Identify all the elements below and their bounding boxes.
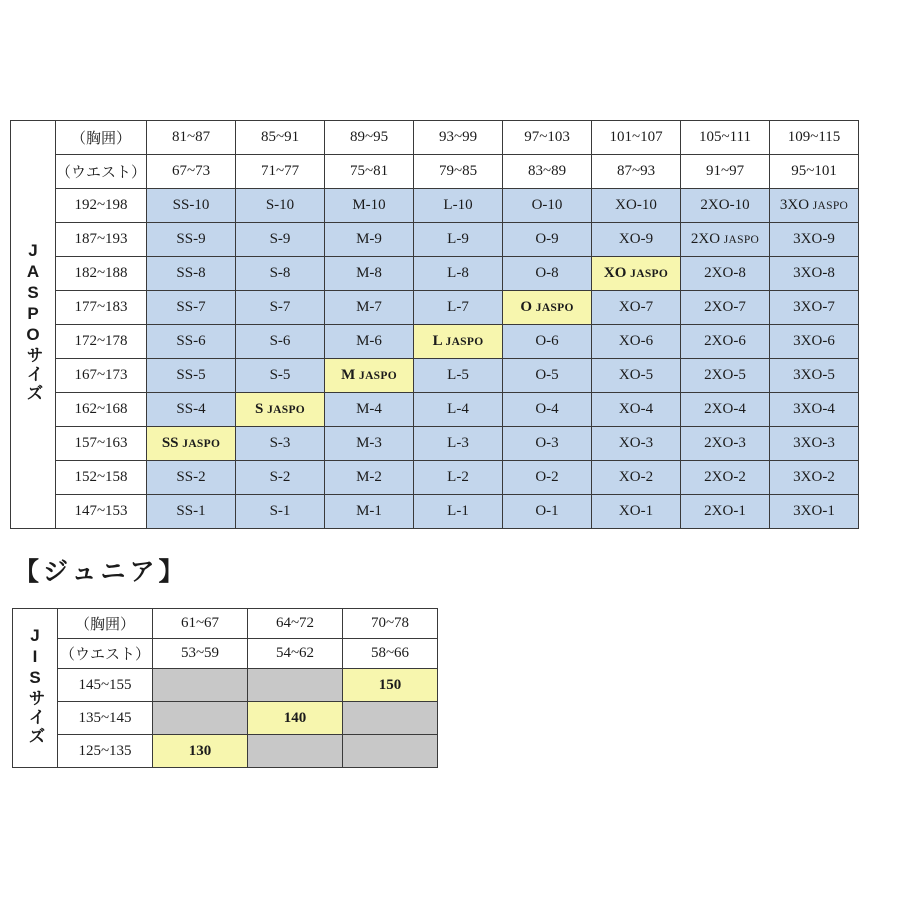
table-row (11, 257, 859, 291)
table-row (11, 461, 859, 495)
jaspo-tag: JASPO (359, 370, 397, 382)
jaspo-size-cell: O-2 (503, 461, 592, 495)
jaspo-size-cell: XO-2 (592, 461, 681, 495)
jaspo-size-cell: SS-2 (147, 461, 236, 495)
jis-size-cell (343, 735, 438, 768)
size-code: S (255, 401, 268, 417)
jaspo-size-cell: S-7 (236, 291, 325, 325)
jis-column-header: 53~59 (153, 639, 248, 669)
jaspo-size-cell: 3XO-9 (770, 223, 859, 257)
table-row (11, 291, 859, 325)
jis-column-header: 70~78 (343, 609, 438, 639)
size-code: M (341, 367, 360, 383)
jaspo-size-cell: M-6 (325, 325, 414, 359)
jis-measure-label: （胸囲） (58, 609, 153, 639)
jaspo-column-header: 83~89 (503, 155, 592, 189)
jaspo-size-cell: 3XO-4 (770, 393, 859, 427)
jaspo-tag: JASPO (445, 336, 484, 348)
jaspo-size-table-wrapper (10, 120, 890, 529)
jaspo-height-label: 172~178 (56, 325, 147, 359)
jaspo-size-cell: XO-4 (592, 393, 681, 427)
jaspo-tag: JASPO (630, 268, 669, 280)
jaspo-size-cell: S-1 (236, 495, 325, 529)
jaspo-size-cell: XO-6 (592, 325, 681, 359)
jaspo-size-cell: L-9 (414, 223, 503, 257)
jaspo-size-cell: XO-7 (592, 291, 681, 325)
jaspo-size-cell: SS-5 (147, 359, 236, 393)
size-code: 2XO (690, 231, 724, 247)
jaspo-size-table (10, 120, 859, 529)
jaspo-column-header: 81~87 (147, 121, 236, 155)
jaspo-size-cell-highlighted (325, 359, 414, 393)
jaspo-size-cell: S-3 (236, 427, 325, 461)
jaspo-tag: JASPO (812, 200, 849, 212)
jis-size-cell-highlighted: 150 (343, 669, 438, 702)
jaspo-size-cell: 2XO-6 (681, 325, 770, 359)
jaspo-column-header: 85~91 (236, 121, 325, 155)
jis-size-cell-highlighted: 140 (248, 702, 343, 735)
jaspo-size-cell: SS-10 (147, 189, 236, 223)
jis-side-label (13, 609, 58, 768)
jaspo-size-cell: O-5 (503, 359, 592, 393)
jaspo-height-label: 162~168 (56, 393, 147, 427)
jaspo-size-cell: SS-1 (147, 495, 236, 529)
jaspo-size-cell: L-3 (414, 427, 503, 461)
jaspo-size-cell: M-7 (325, 291, 414, 325)
jis-column-header: 54~62 (248, 639, 343, 669)
jaspo-size-cell: 3XO-6 (770, 325, 859, 359)
jaspo-size-cell: O-9 (503, 223, 592, 257)
jis-column-header: 64~72 (248, 609, 343, 639)
jis-measure-label: （ウエスト） (58, 639, 153, 669)
jaspo-size-cell: SS-6 (147, 325, 236, 359)
jaspo-header-row (11, 121, 859, 155)
jaspo-column-header: 71~77 (236, 155, 325, 189)
jaspo-size-cell: 2XO-7 (681, 291, 770, 325)
jaspo-column-header: 95~101 (770, 155, 859, 189)
jaspo-size-cell: 3XO-3 (770, 427, 859, 461)
jaspo-column-header: 87~93 (592, 155, 681, 189)
jaspo-size-cell: 3XO-2 (770, 461, 859, 495)
jaspo-size-cell: SS-8 (147, 257, 236, 291)
jaspo-size-cell: M-1 (325, 495, 414, 529)
jaspo-size-cell: L-7 (414, 291, 503, 325)
jaspo-size-cell: 2XO-2 (681, 461, 770, 495)
table-row (11, 325, 859, 359)
jaspo-size-cell: L-8 (414, 257, 503, 291)
jaspo-height-label: 187~193 (56, 223, 147, 257)
jis-column-header: 61~67 (153, 609, 248, 639)
jaspo-size-cell: 3XO-7 (770, 291, 859, 325)
jaspo-size-cell: O-4 (503, 393, 592, 427)
jaspo-size-cell: 2XO-5 (681, 359, 770, 393)
jaspo-size-cell: M-8 (325, 257, 414, 291)
jis-size-cell (248, 669, 343, 702)
table-row (13, 735, 438, 768)
jaspo-size-cell: S-6 (236, 325, 325, 359)
jaspo-column-header: 79~85 (414, 155, 503, 189)
jaspo-side-label-text: JASPOサイズ (23, 241, 43, 403)
jaspo-size-cell: O-6 (503, 325, 592, 359)
jaspo-tag: JASPO (535, 302, 574, 314)
jaspo-size-cell: S-5 (236, 359, 325, 393)
table-row (11, 495, 859, 529)
jaspo-size-cell: XO-10 (592, 189, 681, 223)
jaspo-tag: JASPO (182, 438, 221, 450)
jis-size-table-wrapper (12, 608, 438, 768)
table-row (11, 427, 859, 461)
size-code: SS (161, 435, 183, 451)
size-code: O (520, 299, 536, 315)
jaspo-height-label: 147~153 (56, 495, 147, 529)
table-row (11, 359, 859, 393)
jaspo-size-cell (681, 223, 770, 257)
jaspo-size-cell: XO-5 (592, 359, 681, 393)
jaspo-size-cell: SS-4 (147, 393, 236, 427)
jaspo-height-label: 152~158 (56, 461, 147, 495)
jaspo-column-header: 97~103 (503, 121, 592, 155)
jaspo-size-cell: S-9 (236, 223, 325, 257)
jis-size-cell-highlighted: 130 (153, 735, 248, 768)
jaspo-size-cell-highlighted (236, 393, 325, 427)
jis-side-label-text: JISサイズ (25, 625, 45, 746)
jaspo-size-cell: O-10 (503, 189, 592, 223)
jis-header-row (13, 609, 438, 639)
jaspo-size-cell: 3XO-5 (770, 359, 859, 393)
jaspo-height-label: 157~163 (56, 427, 147, 461)
jaspo-size-cell: S-8 (236, 257, 325, 291)
jaspo-size-cell: 2XO-4 (681, 393, 770, 427)
table-row (13, 702, 438, 735)
jaspo-size-cell: 3XO-1 (770, 495, 859, 529)
jaspo-size-cell: S-10 (236, 189, 325, 223)
jaspo-column-header: 101~107 (592, 121, 681, 155)
jaspo-side-label (11, 121, 56, 529)
jaspo-column-header: 93~99 (414, 121, 503, 155)
junior-section-heading: 【ジュニア】 (14, 558, 188, 586)
jaspo-size-cell: XO-9 (592, 223, 681, 257)
jis-size-cell (343, 702, 438, 735)
jaspo-column-header: 89~95 (325, 121, 414, 155)
jaspo-size-cell: 3XO-8 (770, 257, 859, 291)
jaspo-size-cell-highlighted (592, 257, 681, 291)
jaspo-tag: JASPO (723, 234, 760, 246)
size-code: XO (603, 265, 631, 281)
jaspo-size-cell: 2XO-10 (681, 189, 770, 223)
table-row (11, 189, 859, 223)
jaspo-size-cell-highlighted (147, 427, 236, 461)
jaspo-size-cell: O-3 (503, 427, 592, 461)
jaspo-size-cell: L-1 (414, 495, 503, 529)
jaspo-size-cell (770, 189, 859, 223)
jaspo-header-row (11, 155, 859, 189)
jaspo-column-header: 91~97 (681, 155, 770, 189)
jaspo-size-cell: L-4 (414, 393, 503, 427)
jaspo-tag: JASPO (267, 404, 306, 416)
jis-size-table (12, 608, 438, 768)
jaspo-size-cell: L-10 (414, 189, 503, 223)
jaspo-size-cell-highlighted (503, 291, 592, 325)
jis-size-cell (153, 669, 248, 702)
jaspo-size-cell: M-4 (325, 393, 414, 427)
jis-height-label: 145~155 (58, 669, 153, 702)
jaspo-column-header: 109~115 (770, 121, 859, 155)
jaspo-measure-label: （ウエスト） (56, 155, 147, 189)
jaspo-size-cell: O-8 (503, 257, 592, 291)
jaspo-column-header: 67~73 (147, 155, 236, 189)
jaspo-size-cell: M-10 (325, 189, 414, 223)
jis-height-label: 135~145 (58, 702, 153, 735)
jis-size-cell (248, 735, 343, 768)
table-row (11, 223, 859, 257)
jaspo-size-cell: M-9 (325, 223, 414, 257)
jaspo-height-label: 167~173 (56, 359, 147, 393)
jaspo-size-cell: M-2 (325, 461, 414, 495)
jaspo-size-cell: 2XO-8 (681, 257, 770, 291)
jaspo-size-cell: L-5 (414, 359, 503, 393)
jaspo-size-cell: S-2 (236, 461, 325, 495)
jaspo-size-cell: SS-7 (147, 291, 236, 325)
jaspo-size-cell: XO-1 (592, 495, 681, 529)
jaspo-size-cell: 2XO-1 (681, 495, 770, 529)
jis-header-row (13, 639, 438, 669)
jaspo-height-label: 182~188 (56, 257, 147, 291)
jis-height-label: 125~135 (58, 735, 153, 768)
jaspo-size-cell-highlighted (414, 325, 503, 359)
jaspo-height-label: 177~183 (56, 291, 147, 325)
jaspo-column-header: 105~111 (681, 121, 770, 155)
jaspo-height-label: 192~198 (56, 189, 147, 223)
jaspo-column-header: 75~81 (325, 155, 414, 189)
size-code: L (432, 333, 446, 349)
table-row (11, 393, 859, 427)
jaspo-size-cell: O-1 (503, 495, 592, 529)
jaspo-size-cell: 2XO-3 (681, 427, 770, 461)
jaspo-measure-label: （胸囲） (56, 121, 147, 155)
jis-column-header: 58~66 (343, 639, 438, 669)
size-code: 3XO (779, 197, 813, 213)
jaspo-size-cell: SS-9 (147, 223, 236, 257)
jaspo-size-cell: L-2 (414, 461, 503, 495)
jaspo-size-cell: M-3 (325, 427, 414, 461)
jaspo-size-cell: XO-3 (592, 427, 681, 461)
jis-size-cell (153, 702, 248, 735)
table-row (13, 669, 438, 702)
